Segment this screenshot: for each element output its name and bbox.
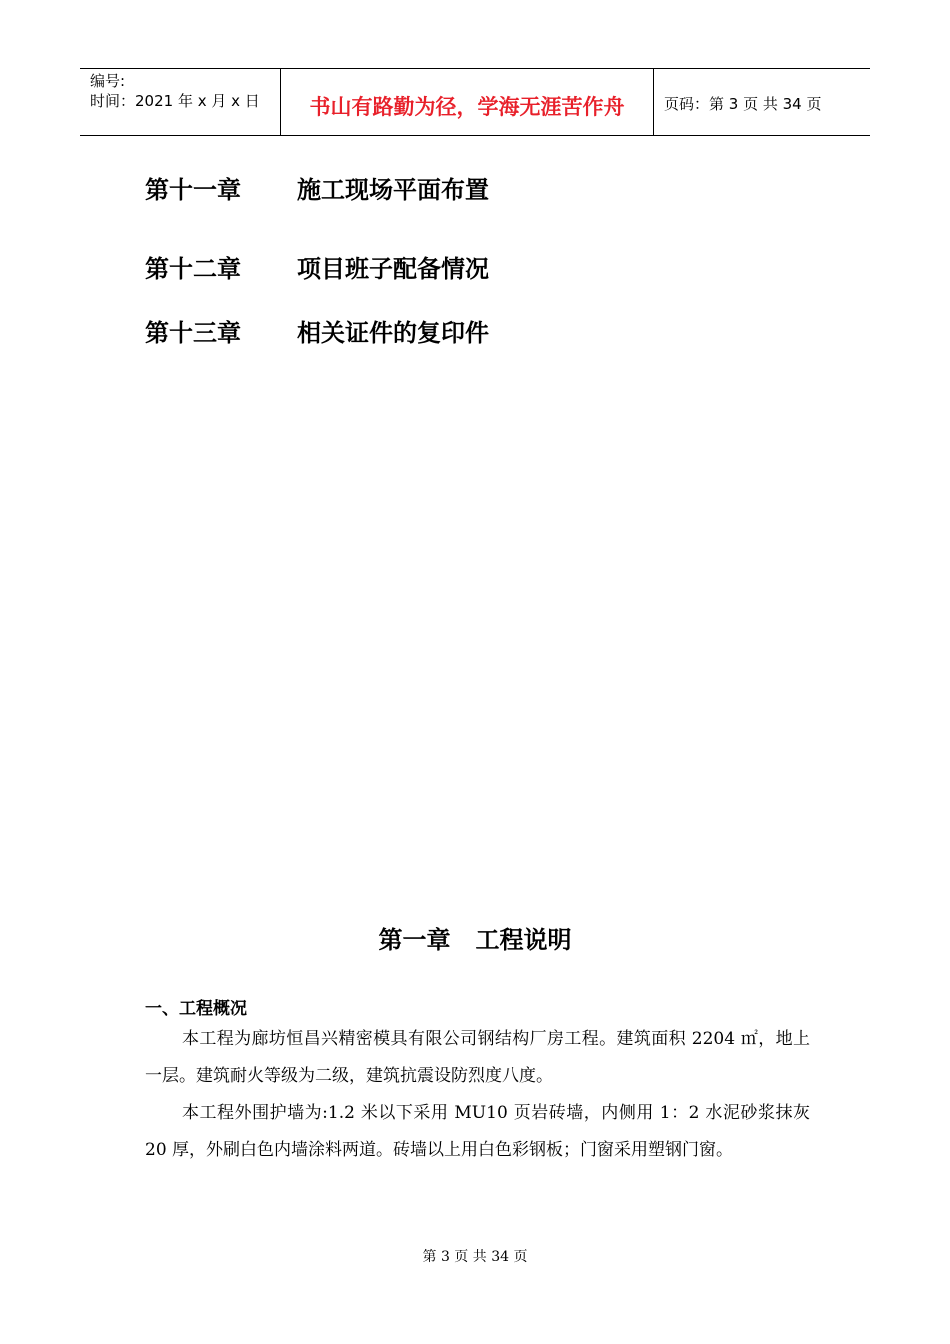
toc-item	[145, 170, 489, 205]
toc-chapter-number: 第十二章	[145, 254, 241, 283]
toc-item	[145, 313, 489, 348]
header-motto: 书山有路勤为径，学海无涯苦作舟	[281, 69, 654, 135]
body-paragraph: 本工程外围护墙为:1.2 米以下采用 MU10 页岩砖墙，内侧用 1：2 水泥砂浆抹灰 20 厚，外刷白色内墙涂料两道。砖墙以上用白色彩钢板；门窗采用塑钢门窗。	[145, 1103, 810, 1160]
page-footer: 第 3 页 共 34 页	[422, 1249, 528, 1265]
page-header	[80, 68, 870, 136]
document-time-label: 时间：2021 年 x 月 x 日	[90, 92, 260, 110]
section-heading: 一、工程概况	[145, 999, 247, 1019]
document-number-label: 编号:	[90, 72, 126, 90]
body-paragraph: 本工程为廊坊恒昌兴精密模具有限公司钢结构厂房工程。建筑面积 2204 ㎡，地上一层。建筑耐火等级为二级，建筑抗震设防烈度八度。	[145, 1029, 810, 1086]
toc-chapter-title: 相关证件的复印件	[297, 318, 489, 347]
toc-chapter-number: 第十三章	[145, 318, 241, 347]
header-meta	[80, 69, 281, 135]
toc-chapter-number: 第十一章	[145, 175, 241, 204]
toc-chapter-title: 项目班子配备情况	[297, 254, 489, 283]
toc-item	[145, 249, 489, 284]
chapter-title: 第一章 工程说明	[378, 925, 572, 954]
header-page-info: 页码：第 3 页 共 34 页	[664, 95, 822, 113]
toc-chapter-title: 施工现场平面布置	[297, 175, 489, 204]
